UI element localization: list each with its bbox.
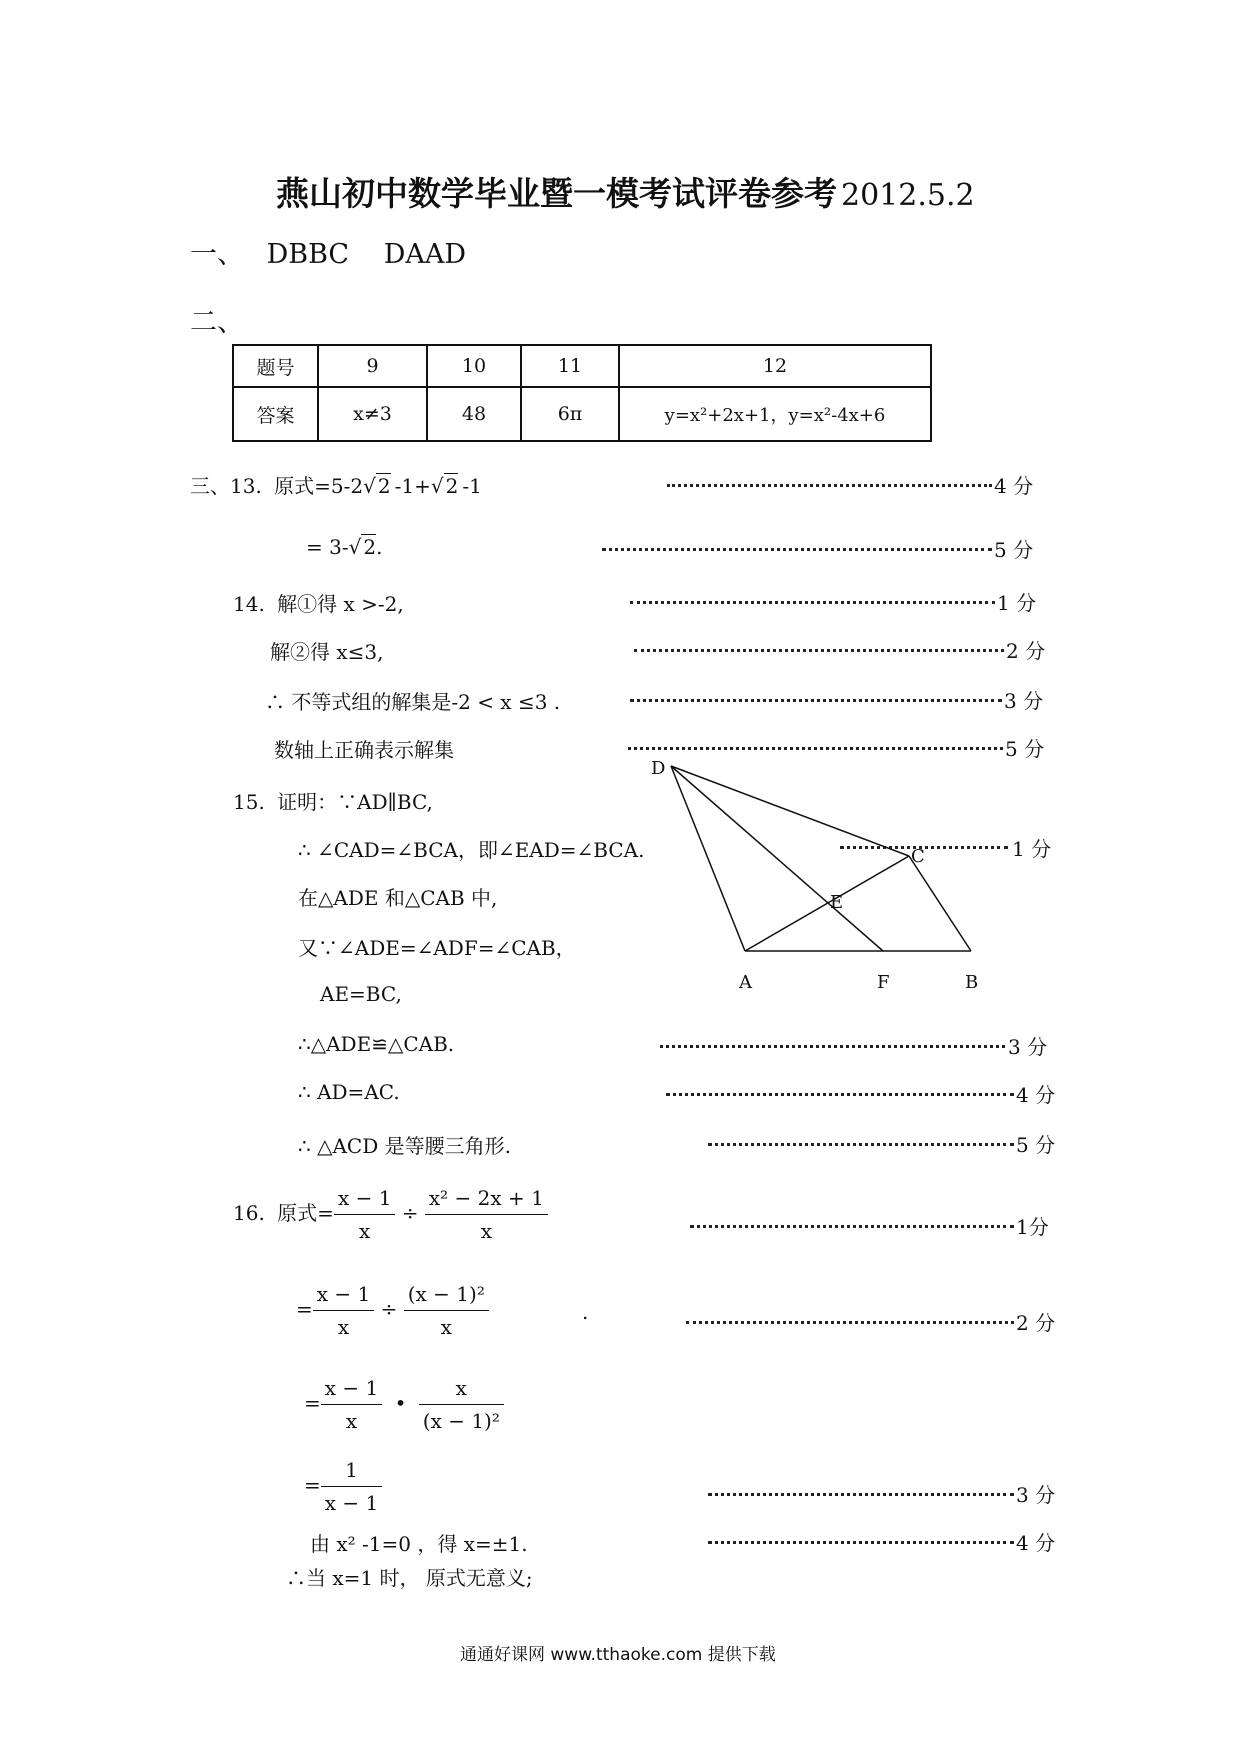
section1-label: 一、 — [190, 239, 244, 270]
q13-line1 — [190, 470, 482, 499]
footer: 通通好课网 www.tthaoke.com 提供下载 — [460, 1645, 776, 1665]
dotted-leader — [708, 1541, 1014, 1544]
q16-score3: 3 分 — [1016, 1483, 1056, 1507]
q15-score1: 1 分 — [1012, 837, 1052, 861]
q13-text-a: 原式=5-2 — [274, 474, 364, 498]
q15-score3: 3 分 — [1008, 1035, 1048, 1059]
title-text: 燕山初中数学毕业暨一模考试评卷参考 — [276, 174, 837, 213]
answer-table — [232, 344, 932, 442]
line-DF — [671, 766, 883, 951]
table-number-cell: 12 — [619, 345, 931, 387]
label-C: C — [911, 846, 925, 867]
q13-number: 13. — [230, 474, 262, 498]
q13-text-c: -1+ — [394, 474, 431, 498]
fraction — [321, 1458, 382, 1515]
sqrt-sign: √ — [348, 535, 362, 559]
q15-score4: 4 分 — [1016, 1083, 1056, 1107]
section1 — [190, 232, 466, 271]
equals-sign: = — [296, 1297, 313, 1321]
label-E: E — [830, 892, 844, 913]
q14-line2: 解②得 x≤3, — [270, 640, 384, 664]
sqrt-sign: √ — [363, 474, 376, 498]
table-number-cell: 9 — [318, 345, 427, 387]
table-answer-cell: x≠3 — [318, 387, 427, 441]
table-header-label: 题号 — [233, 345, 318, 387]
table-answer-cell: 6π — [521, 387, 619, 441]
fraction-numerator: x² − 2x + 1 — [425, 1186, 548, 1215]
q15-line1-text: 证明：∵AD∥BC, — [277, 790, 433, 814]
q16-line3 — [304, 1376, 504, 1433]
q16-line2 — [296, 1282, 489, 1339]
dotted-leader — [634, 649, 1004, 652]
dotted-leader — [660, 1045, 1005, 1048]
figure-lines — [671, 766, 971, 951]
stray-dot: . — [582, 1300, 589, 1324]
fraction-numerator: (x − 1)² — [404, 1282, 489, 1311]
q14-number: 14. — [233, 592, 265, 616]
line-DA — [671, 766, 745, 951]
q15-line1 — [233, 786, 433, 815]
fraction — [425, 1186, 548, 1243]
q14-line3: ∴ 不等式组的解集是-2 < x ≤3 . — [265, 690, 561, 714]
fraction — [334, 1186, 395, 1243]
fraction-numerator: x − 1 — [334, 1186, 395, 1215]
q13-score2: 5 分 — [994, 538, 1034, 562]
dotted-leader — [602, 548, 992, 551]
section1-answers1: DBBC — [266, 239, 350, 270]
divide-sign: ÷ — [380, 1297, 398, 1321]
q13-line2-c: . — [376, 535, 383, 559]
table-row — [233, 387, 931, 441]
q13-score1: 4 分 — [994, 474, 1034, 498]
fraction-denominator: (x − 1)² — [422, 1409, 500, 1433]
fraction-denominator: x — [345, 1409, 358, 1433]
q15-number: 15. — [233, 790, 265, 814]
label-B: B — [965, 972, 979, 992]
q16-score1: 1分 — [1016, 1215, 1049, 1239]
section3-label: 三、 — [190, 474, 230, 498]
q16-line-a: 由 x² -1=0 ，得 x=±1. — [310, 1532, 528, 1556]
dotted-leader — [686, 1321, 1014, 1324]
fraction-denominator: x − 1 — [324, 1491, 379, 1515]
q15-line7: ∴ AD=AC. — [298, 1080, 400, 1104]
q16-number: 16. — [233, 1201, 265, 1225]
fraction — [404, 1282, 489, 1339]
q16-line4 — [304, 1458, 382, 1515]
q15-line3: 在△ADE 和△CAB 中, — [298, 886, 498, 910]
geometry-figure — [645, 752, 995, 992]
title-date: 2012.5.2 — [841, 178, 975, 213]
equals-sign: = — [304, 1391, 321, 1415]
table-answer-label: 答案 — [233, 387, 318, 441]
q13-radicand: 2 — [363, 535, 377, 559]
section2-label: 二、 — [190, 307, 244, 338]
q13-radicand: 2 — [445, 474, 459, 498]
multiply-dot: • — [394, 1391, 407, 1415]
fraction-numerator: x — [419, 1376, 504, 1405]
q14-score4: 5 分 — [1005, 737, 1045, 761]
q16-prefix: 原式= — [277, 1201, 334, 1225]
q14-line1-text: 解①得 x >-2, — [277, 592, 404, 616]
table-row — [233, 345, 931, 387]
line-CB — [909, 856, 971, 951]
q15-line8: ∴ △ACD 是等腰三角形. — [298, 1134, 511, 1158]
fraction-numerator: x − 1 — [313, 1282, 374, 1311]
q13-text-e: -1 — [462, 474, 482, 498]
divide-sign: ÷ — [401, 1201, 419, 1225]
q16-line1 — [233, 1186, 548, 1243]
dotted-leader — [708, 1143, 1014, 1146]
q15-line5: AE=BC, — [320, 982, 402, 1006]
fraction-denominator: x — [480, 1219, 493, 1243]
fraction — [313, 1282, 374, 1339]
fraction-numerator: x − 1 — [321, 1376, 382, 1405]
q14-score1: 1 分 — [997, 591, 1037, 615]
equals-sign: = — [304, 1473, 321, 1497]
section1-answers2: DAAD — [383, 239, 466, 270]
dotted-leader — [690, 1225, 1014, 1228]
q16-line-b: ∴当 x=1 时， 原式无意义; — [286, 1566, 533, 1590]
dotted-leader — [630, 699, 1002, 702]
q14-line4: 数轴上正确表示解集 — [274, 738, 454, 762]
line-AC — [745, 856, 909, 951]
table-answer-cell: 48 — [427, 387, 521, 441]
label-A: A — [739, 972, 752, 992]
dotted-leader — [628, 747, 1003, 750]
page-title — [276, 168, 975, 215]
q13-line2 — [306, 535, 382, 559]
fraction-denominator: x — [359, 1219, 371, 1243]
fraction-numerator: 1 — [321, 1458, 382, 1487]
fraction-denominator: x — [337, 1315, 350, 1339]
q16-score2: 2 分 — [1016, 1311, 1056, 1335]
label-D: D — [651, 758, 666, 779]
q14-line1 — [233, 588, 404, 617]
dotted-leader — [666, 1093, 1014, 1096]
q15-line6: ∴△ADE≌△CAB. — [298, 1032, 455, 1056]
q13-radicand: 2 — [377, 474, 391, 498]
dotted-leader — [630, 601, 995, 604]
line-DC — [671, 766, 909, 856]
fraction — [321, 1376, 382, 1433]
dotted-leader — [708, 1493, 1014, 1496]
q15-score5: 5 分 — [1016, 1133, 1056, 1157]
dotted-leader — [667, 484, 992, 487]
q14-score2: 2 分 — [1006, 639, 1046, 663]
q14-score3: 3 分 — [1004, 689, 1044, 713]
sqrt-sign: √ — [430, 474, 444, 498]
q15-line4: 又∵∠ADE=∠ADF=∠CAB， — [298, 936, 576, 960]
q13-line2-a: = 3- — [306, 535, 349, 559]
fraction-denominator: x — [440, 1315, 452, 1339]
fraction — [419, 1376, 504, 1433]
table-number-cell: 11 — [521, 345, 619, 387]
table-answer-cell: y=x²+2x+1，y=x²-4x+6 — [619, 387, 931, 441]
q16-score4: 4 分 — [1016, 1531, 1056, 1555]
table-number-cell: 10 — [427, 345, 521, 387]
q15-line2: ∴ ∠CAD=∠BCA，即∠EAD=∠BCA. — [298, 838, 645, 862]
label-F: F — [877, 972, 890, 992]
